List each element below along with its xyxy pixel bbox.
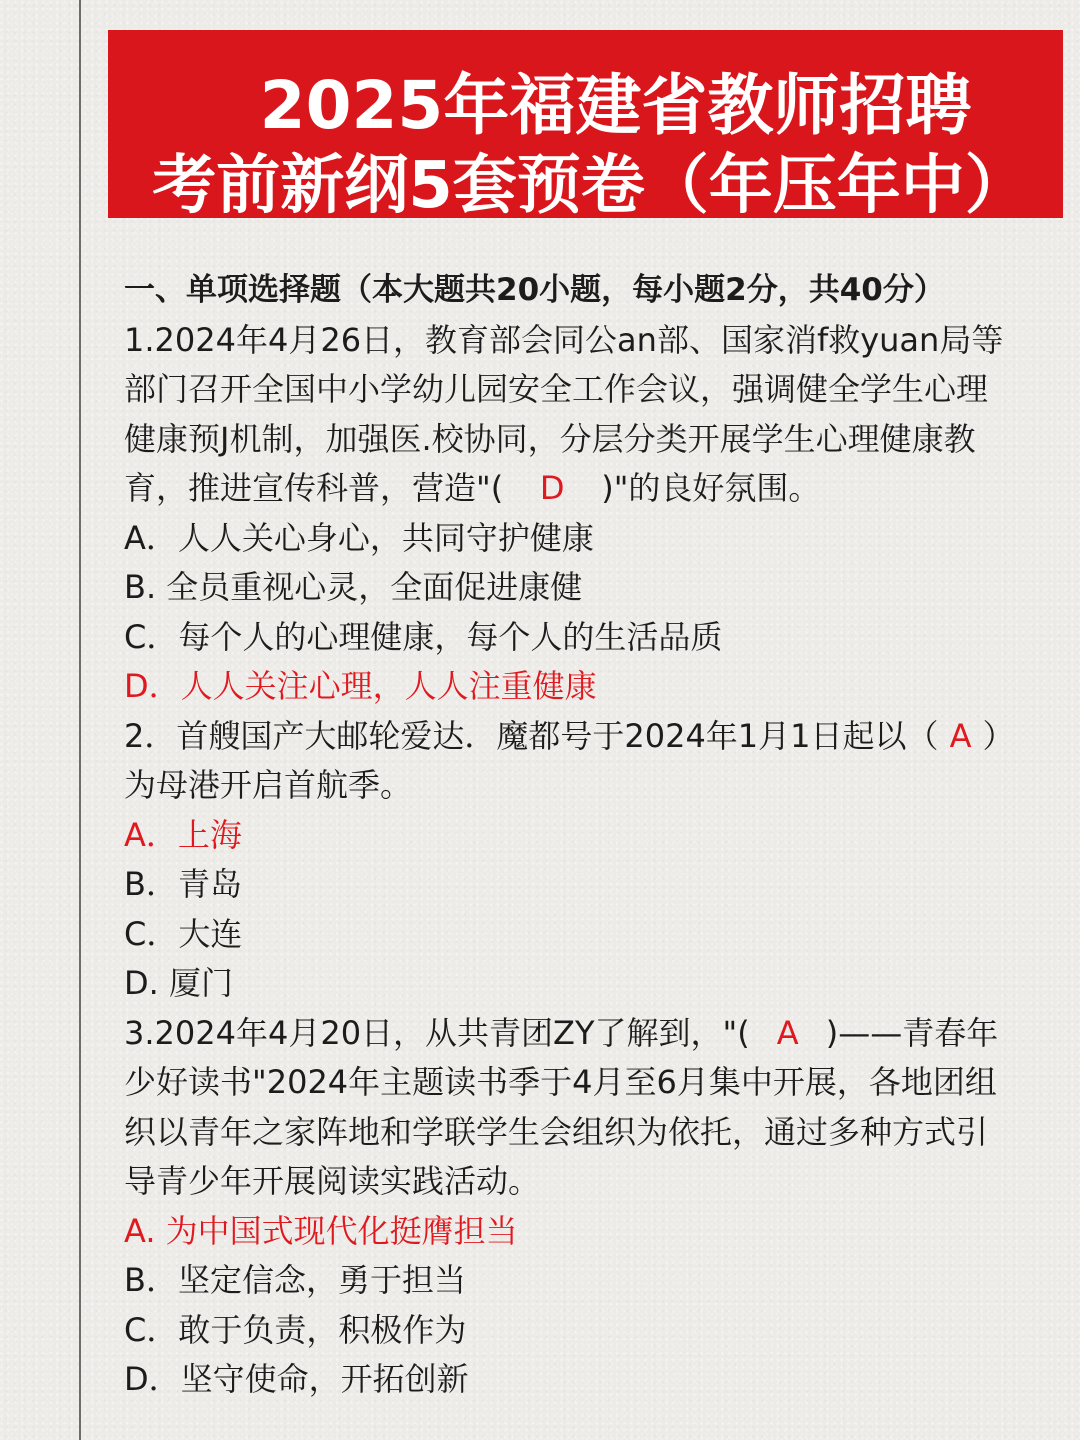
answer-mark: A — [949, 716, 972, 755]
question-3 — [124, 1009, 1054, 1405]
question-stem-line: 导青少年开展阅读实践活动。 — [124, 1162, 541, 1200]
option-b: B．坚定信念，勇于担当 — [124, 1261, 466, 1299]
section-heading: 一、单项选择题（本大题共20小题，每小题2分，共40分） — [124, 272, 945, 308]
notebook-margin-line — [79, 0, 81, 1440]
banner-title-line-2: 考前新纲5套预卷（年压年中） — [152, 149, 1029, 223]
question-stem-line: 部门召开全国中小学幼儿园安全工作会议，强调健全学生心理 — [124, 370, 989, 408]
stem-text: )"的良好氛围。 — [601, 469, 821, 507]
question-stem-line: 健康预J机制，加强医.校协同，分层分类开展学生心理健康教 — [124, 419, 976, 458]
option-b: B．青岛 — [124, 865, 242, 903]
title-banner — [108, 30, 1063, 223]
exam-content — [124, 266, 1054, 1405]
question-stem-line — [124, 464, 1054, 514]
answer-mark: D — [539, 469, 565, 507]
stem-text: )——青春年 — [825, 1013, 999, 1052]
option-d: D. 厦门 — [124, 964, 233, 1002]
stem-text: 育，推进宣传科普，营造"( — [124, 469, 504, 507]
question-stem-line — [124, 1009, 1054, 1059]
option-c: C．敢于负责，积极作为 — [124, 1310, 467, 1349]
option-a: A．人人关心身心，共同守护健康 — [124, 518, 594, 557]
option-c: C．大连 — [124, 914, 243, 953]
option-d: D．坚守使命，开拓创新 — [124, 1360, 469, 1398]
question-1 — [124, 316, 1054, 712]
stem-text: ） — [982, 716, 1015, 755]
question-stem-line: 1.2024年4月26日，教育部会同公an部、国家消f救yuan局等 — [124, 320, 1004, 359]
option-c: C．每个人的心理健康，每个人的生活品质 — [124, 617, 723, 656]
option-b: B. 全员重视心灵，全面促进康健 — [124, 568, 583, 606]
option-a-correct: A．上海 — [124, 815, 242, 854]
answer-mark: A — [776, 1013, 799, 1052]
question-stem-line — [124, 712, 1054, 762]
question-stem-line: 织以青年之家阵地和学联学生会组织为依托，通过多种方式引 — [124, 1112, 989, 1151]
stem-text: 2．首艘国产大邮轮爱达．魔都号于2024年1月1日起以（ — [124, 716, 939, 755]
question-stem-line: 为母港开启首航季。 — [124, 766, 413, 804]
question-2 — [124, 712, 1054, 1009]
option-d-correct: D．人人关注心理，人人注重健康 — [124, 667, 597, 705]
stem-text: 3.2024年4月20日，从共青团ZY了解到，"( — [124, 1013, 750, 1052]
option-a-correct: A. 为中国式现代化挺膺担当 — [124, 1211, 518, 1250]
banner-title-line-1: 2025年福建省教师招聘 — [259, 67, 972, 144]
question-stem-line: 少好读书"2024年主题读书季于4月至6月集中开展，各地团组 — [124, 1063, 997, 1101]
